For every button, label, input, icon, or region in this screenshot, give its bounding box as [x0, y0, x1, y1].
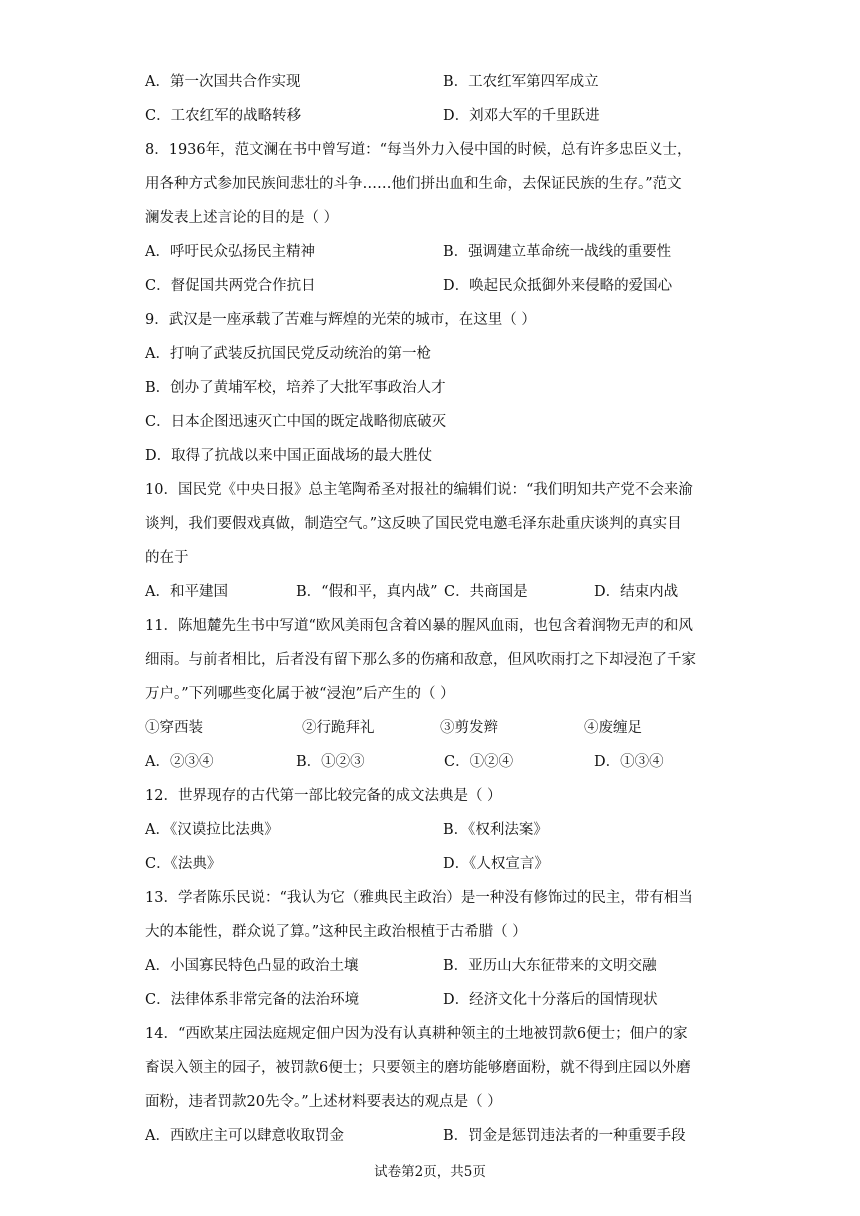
q11-stem-line-1: 11．陈旭麓先生书中写道“欧风美雨包含着凶暴的腥风血雨，也包含着润物无声的和风 [145, 618, 693, 634]
q7-option-a: A．第一次国共合作实现 [145, 74, 301, 90]
q8-option-c: C．督促国共两党合作抗日 [145, 278, 316, 294]
q10-stem-line-2: 谈判，我们要假戏真做，制造空气。”这反映了国民党电邀毛泽东赴重庆谈判的真实目 [145, 516, 682, 532]
q14-stem-line-3: 面粉，违者罚款20先令。”上述材料要表达的观点是（ ） [145, 1094, 502, 1110]
q13-option-c: C．法律体系非常完备的法治环境 [145, 992, 360, 1008]
q14-stem-line-1: 14．“西欧某庄园法庭规定佃户因为没有认真耕种领主的土地被罚款6便士；佃户的家 [145, 1026, 688, 1042]
page-footer: 试卷第2页，共5页 [374, 1164, 486, 1180]
q9-option-b: B．创办了黄埔军校，培养了大批军事政治人才 [145, 380, 446, 396]
q12-option-d: D．《人权宣言》 [443, 856, 549, 872]
q11-item-1: ①穿西装 [145, 720, 203, 736]
q13-option-b: B．亚历山大东征带来的文明交融 [443, 958, 657, 974]
q11-option-a: A．②③④ [145, 754, 214, 770]
q13-option-a: A．小国寡民特色凸显的政治土壤 [145, 958, 359, 974]
q9-stem: 9．武汉是一座承载了苦难与辉煌的光荣的城市，在这里（ ） [145, 312, 536, 328]
q9-option-c: C．日本企图迅速灭亡中国的既定战略彻底破灭 [145, 414, 447, 430]
q10-stem-line-1: 10．国民党《中央日报》总主笔陶希圣对报社的编辑们说：“我们明知共产党不会来渝 [145, 482, 693, 498]
q8-option-a: A．呼吁民众弘扬民主精神 [145, 244, 315, 260]
q8-option-b: B．强调建立革命统一战线的重要性 [443, 244, 672, 260]
q10-option-b: B．“假和平，真内战” [296, 584, 438, 600]
q10-option-d: D．结束内战 [594, 584, 679, 600]
q10-option-c: C．共商国是 [444, 584, 528, 600]
q9-option-a: A．打响了武装反抗国民党反动统治的第一枪 [145, 346, 431, 362]
q8-stem-line-3: 澜发表上述言论的目的是（ ） [145, 210, 339, 226]
q11-option-b: B．①②③ [296, 754, 365, 770]
q11-stem-line-2: 细雨。与前者相比，后者没有留下那么多的伤痛和敌意，但风吹雨打之下却浸泡了千家 [145, 652, 696, 668]
q12-option-b: B．《权利法案》 [443, 822, 548, 838]
q7-option-c: C．工农红军的战略转移 [145, 108, 302, 124]
q12-option-c: C．《法典》 [145, 856, 222, 872]
q10-stem-line-3: 的在于 [145, 550, 189, 566]
q13-option-d: D．经济文化十分落后的国情现状 [443, 992, 658, 1008]
q8-stem-line-2: 用各种方式参加民族间悲壮的斗争……他们拼出血和生命，去保证民族的生存。”范文 [145, 176, 682, 192]
q11-stem-line-3: 万户。”下列哪些变化属于被“浸泡”后产生的（ ） [145, 686, 455, 702]
q12-stem: 12．世界现存的古代第一部比较完备的成文法典是（ ） [145, 788, 502, 804]
q11-item-2: ②行跪拜礼 [302, 720, 375, 736]
q14-option-a: A．西欧庄主可以肆意收取罚金 [145, 1128, 344, 1144]
q11-item-4: ④废缠足 [584, 720, 642, 736]
q7-option-d: D．刘邓大军的千里跃进 [443, 108, 600, 124]
q10-option-a: A．和平建国 [145, 584, 228, 600]
q11-option-d: D．①③④ [594, 754, 664, 770]
q8-stem-line-1: 8．1936年，范文澜在书中曾写道：“每当外力入侵中国的时候，总有许多忠臣义士， [145, 142, 692, 158]
q13-stem-line-2: 大的本能性，群众说了算。”这种民主政治根植于古希腊（ ） [145, 924, 527, 940]
q7-option-b: B．工农红军第四军成立 [443, 74, 599, 90]
q8-option-d: D．唤起民众抵御外来侵略的爱国心 [443, 278, 673, 294]
q12-option-a: A．《汉谟拉比法典》 [145, 822, 279, 838]
q9-option-d: D．取得了抗战以来中国正面战场的最大胜仗 [145, 448, 433, 464]
q14-stem-line-2: 畜误入领主的园子，被罚款6便士；只要领主的磨坊能够磨面粉，就不得到庄园以外磨 [145, 1060, 691, 1076]
q14-option-b: B．罚金是惩罚违法者的一种重要手段 [443, 1128, 686, 1144]
q11-option-c: C．①②④ [444, 754, 514, 770]
q11-item-3: ③剪发辫 [440, 720, 498, 736]
q13-stem-line-1: 13．学者陈乐民说：“我认为它（雅典民主政治）是一种没有修饰过的民主，带有相当 [145, 890, 693, 906]
